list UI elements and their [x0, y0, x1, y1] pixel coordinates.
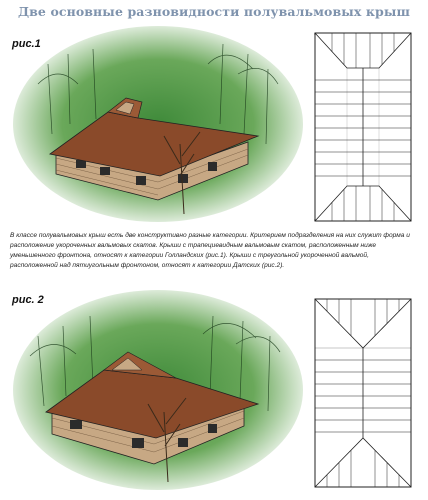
figure-1-house-illustration [8, 24, 304, 228]
figure-2-house-illustration [8, 286, 304, 494]
figure-1 [8, 24, 420, 228]
figure-1-label: рис.1 [12, 38, 41, 50]
figure-2 [8, 286, 420, 494]
description-text: В классе полувальмовых крыш есть две конструктивно разные категории. Критерием подразделения на них служит форма и расположение укороченных вальмовых скатов. Крыши с трапециевидным вальмовым скатом, расположенным ниже уменьшенного фронтона, относят к категории Голландских (рис.1). Крыши с треугольной укороченной вальмой, расположенной над пятиугольным фронтоном, относят к категории Датских (рис.2). [10, 232, 410, 269]
page-title: Две основные разновидности полувальмовых крыш [17, 4, 411, 19]
figure-2-label: рис. 2 [12, 294, 44, 306]
figure-2-roof-plan [314, 298, 412, 488]
figure-1-roof-plan [314, 32, 412, 222]
